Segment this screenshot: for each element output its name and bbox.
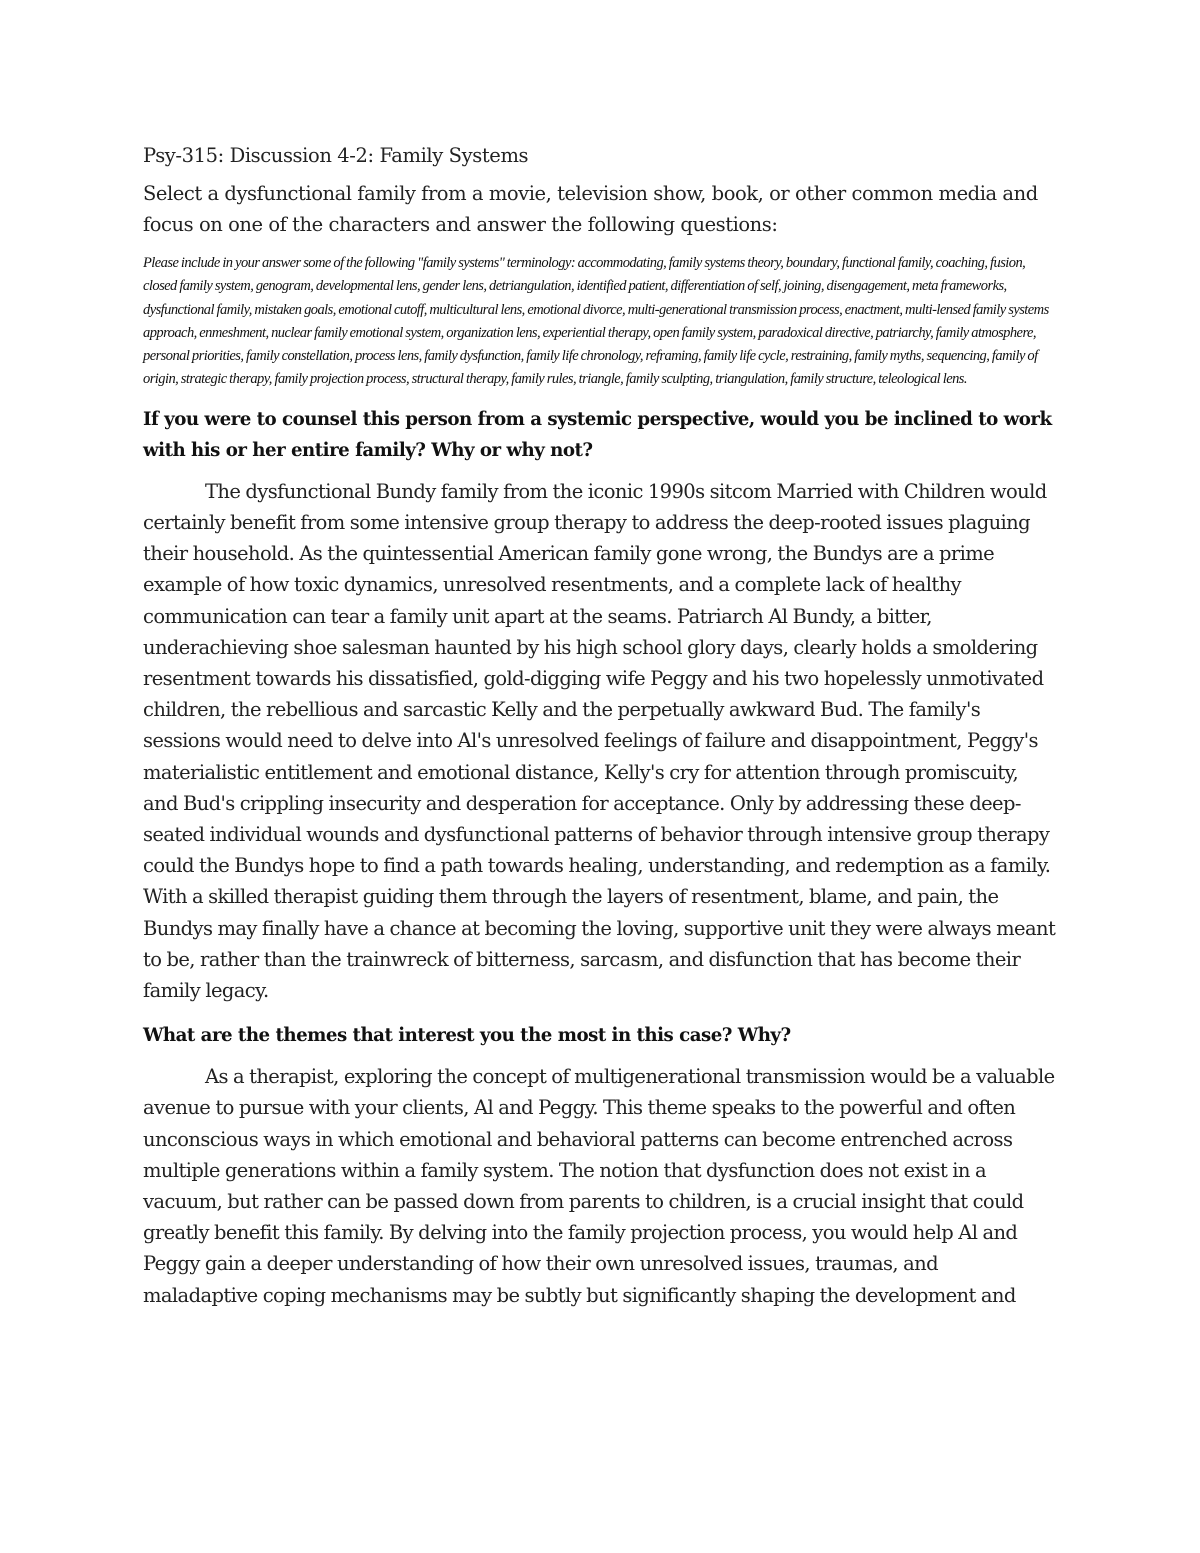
terminology-note: Please include in your answer some of the following "family systems" terminology: accommodating, family systems theory, boundary, functional family, coaching, fusion, closed family system, genogram, developmental lens, gender lens, detriangulation, identified patient, differentiation of self, joining, disengagement, meta frameworks, dysfunctional family, mistaken goals, emotional cutoff, multicultural lens, emotional divorce, multi-generational transmission process, enactment, multi-lensed family systems approach, enmeshment, nuclear family emotional system, organization lens, experiential therapy, open family system, paradoxical directive, patriarchy, family atmosphere, personal priorities, family constellation, process lens, family dysfunction, family life chronology, reframing, family life cycle, restraining, family myths, sequencing, family of origin, strategic therapy, family projection process, structural therapy, family rules, triangle, family sculpting, triangulation, family structure, teleological lens. (143, 255, 1049, 388)
document-body (143, 142, 1057, 1325)
answer-2: As a therapist, exploring the concept of multigenerational transmission would be a valuable avenue to pursue with your clients, Al and Peggy. This theme speaks to the powerful and often unconscious ways in which emotional and behavioral patterns can become entrenched across multiple generations within a family system. The notion that dysfunction does not exist in a vacuum, but rather can be passed down from parents to children, is a crucial insight that could greatly benefit this family. By delving into the family projection process, you would help Al and Peggy gain a deeper understanding of how their own unresolved issues, traumas, and maladaptive coping mechanisms may be subtly but significantly shaping the development and (143, 1065, 1055, 1307)
question-2: What are the themes that interest you the most in this case? Why? (143, 1025, 791, 1047)
document-title: Psy-315: Discussion 4-2: Family Systems (143, 144, 529, 167)
question-1: If you were to counsel this person from a systemic perspective, would you be inclined to work with his or her entire family? Why or why not? (143, 408, 1052, 461)
answer-1: The dysfunctional Bundy family from the iconic 1990s sitcom Married with Children would certainly benefit from some intensive group therapy to address the deep-rooted issues plaguing their household. As the quintessential American family gone wrong, the Bundys are a prime example of how toxic dynamics, unresolved resentments, and a complete lack of healthy communication can tear a family unit apart at the seams. Patriarch Al Bundy, a bitter, underachieving shoe salesman haunted by his high school glory days, clearly holds a smoldering resentment towards his dissatisfied, gold-digging wife Peggy and his two hopelessly unmotivated children, the rebellious and sarcastic Kelly and the perpetually awkward Bud. The family's sessions would need to delve into Al's unresolved feelings of failure and disappointment, Peggy's materialistic entitlement and emotional distance, Kelly's cry for attention through promiscuity, and Bud's crippling insecurity and desperation for acceptance. Only by addressing these deep-seated individual wounds and dysfunctional patterns of behavior through intensive group therapy could the Bundys hope to find a path towards healing, understanding, and redemption as a family. With a skilled therapist guiding them through the layers of resentment, blame, and pain, the Bundys may finally have a chance at becoming the loving, supportive unit they were always meant to be, rather than the trainwreck of bitterness, sarcasm, and disfunction that has become their family legacy. (143, 479, 1056, 1003)
assignment-prompt: Select a dysfunctional family from a movie, television show, book, or other common media and focus on one of the characters and answer the following questions: (143, 182, 1038, 236)
